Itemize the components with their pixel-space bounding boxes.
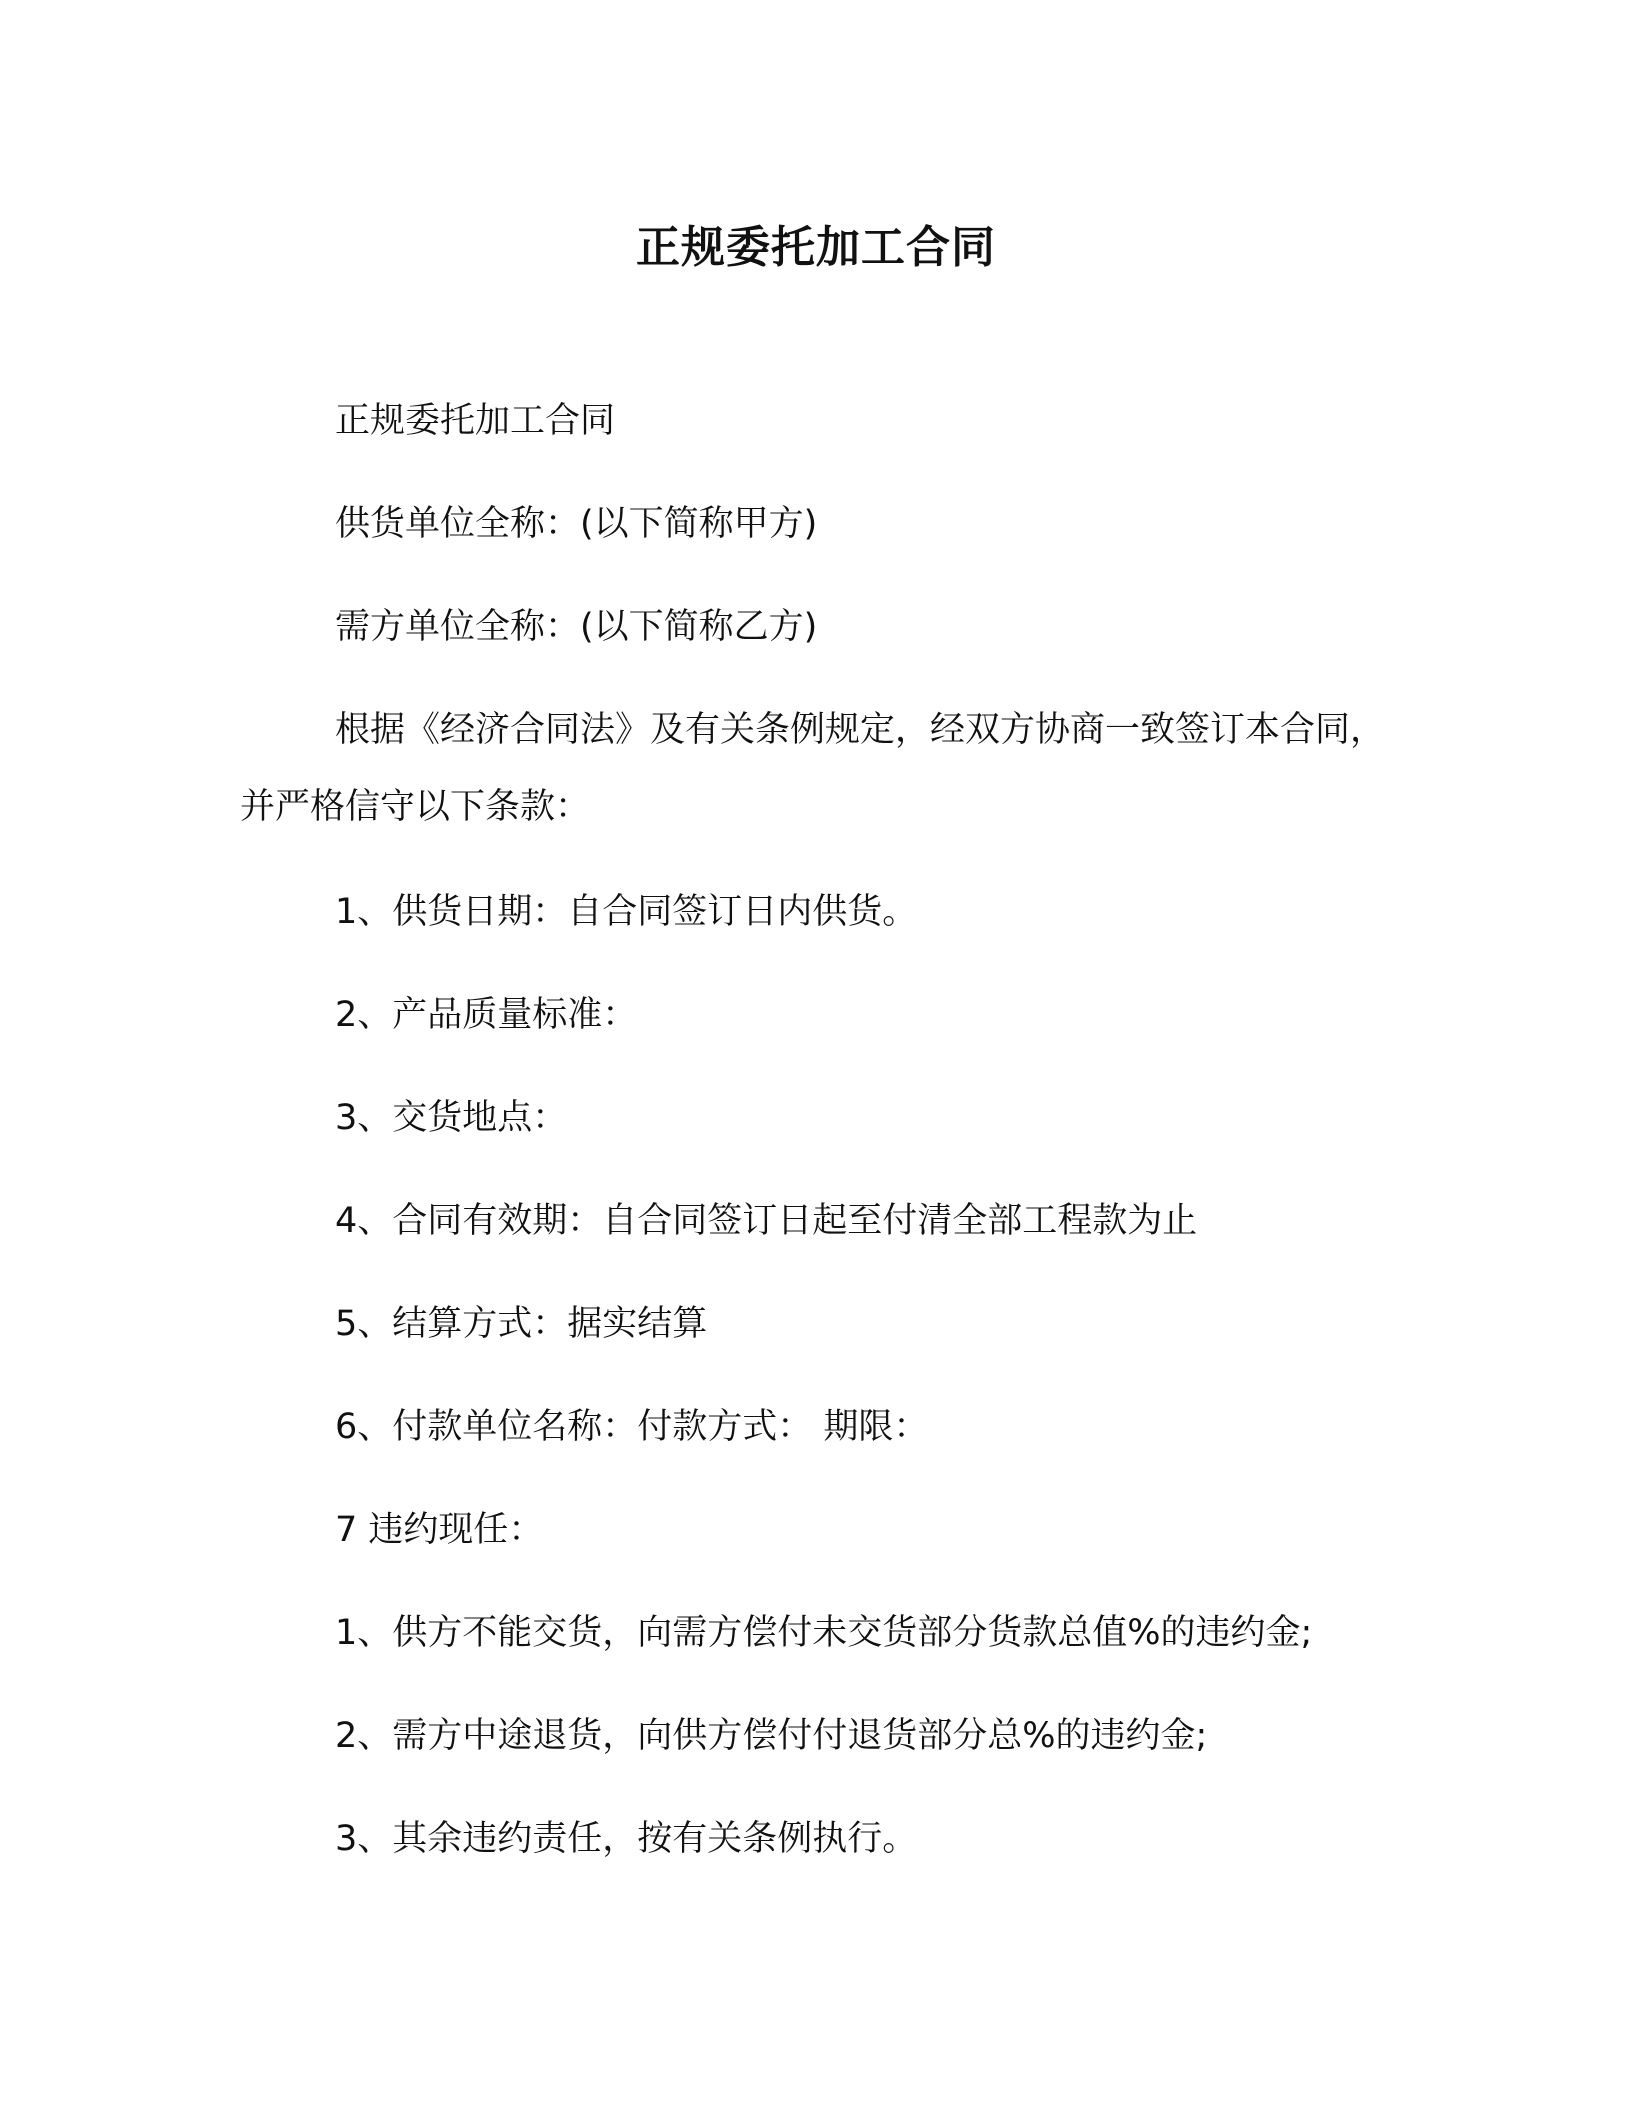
paragraph-clause-4: 4、合同有效期：自合同签订日起至付清全部工程款为止 (335, 1201, 1198, 1241)
document-title: 正规委托加工合同 (636, 222, 996, 273)
paragraph-clause-6: 6、付款单位名称：付款方式： 期限： (335, 1407, 929, 1447)
paragraph-penalty-3: 3、其余违约责任，按有关条例执行。 (335, 1819, 918, 1859)
paragraph-supplier: 供货单位全称：(以下简称甲方) (335, 504, 818, 544)
paragraph-clause-1: 1、供货日期：自合同签订日内供货。 (335, 892, 918, 932)
paragraph-preamble: 根据《经济合同法》及有关条例规定，经双方协商一致签订本合同，并严格信守以下条款： (240, 710, 1386, 827)
paragraph-heading: 正规委托加工合同 (335, 401, 616, 441)
paragraph-penalty-2: 2、需方中途退货，向供方偿付付退货部分总%的违约金; (335, 1716, 1208, 1756)
paragraph-buyer: 需方单位全称：(以下简称乙方) (335, 607, 818, 647)
paragraph-clause-2: 2、产品质量标准： (335, 995, 638, 1035)
paragraph-penalty-1: 1、供方不能交货，向需方偿付未交货部分货款总值%的违约金; (335, 1613, 1313, 1653)
paragraph-clause-3: 3、交货地点： (335, 1098, 568, 1138)
paragraph-clause-5: 5、结算方式：据实结算 (335, 1304, 708, 1344)
paragraph-clause-7: 7 违约现任： (335, 1510, 544, 1550)
